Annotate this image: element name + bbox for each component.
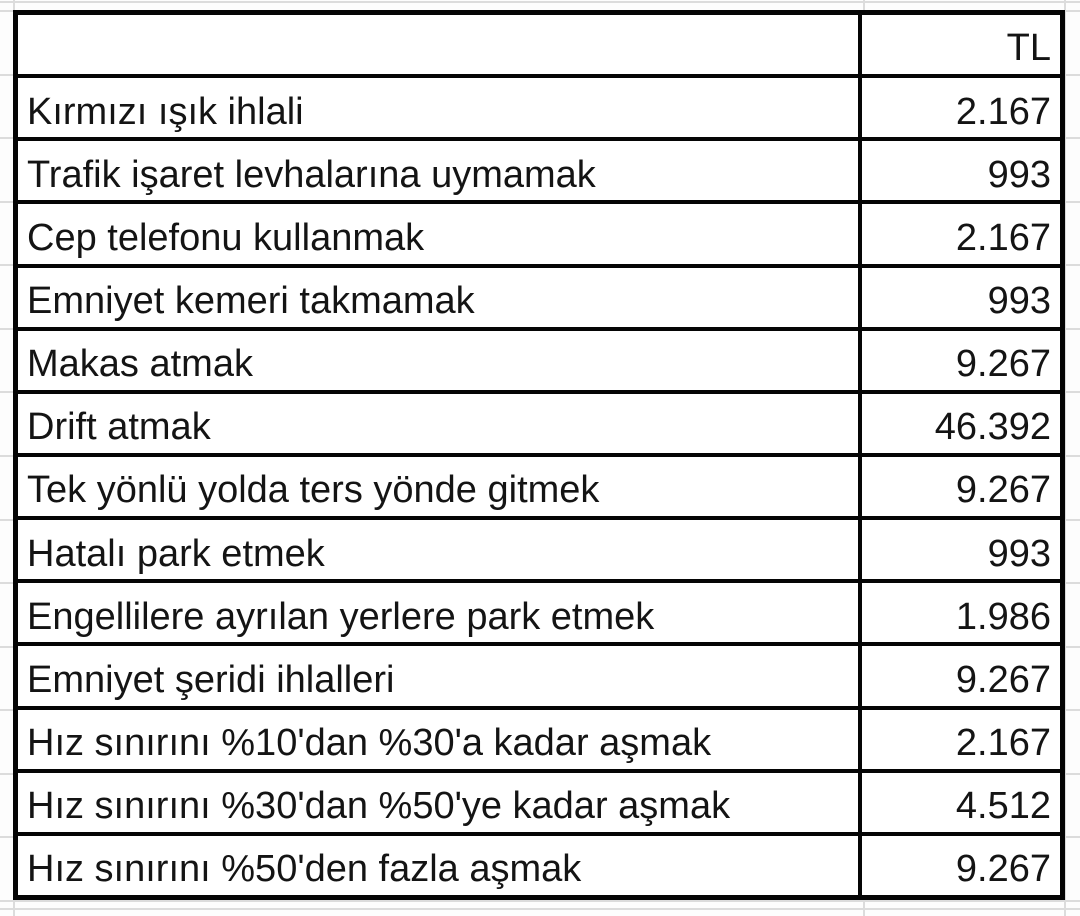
violation-cell: Hatalı park etmek — [18, 520, 862, 579]
amount-cell: 2.167 — [955, 721, 1051, 764]
table-row — [18, 836, 1060, 895]
amount-cell: 993 — [987, 153, 1051, 196]
amount-cell: 2.167 — [955, 216, 1051, 259]
amount-cell: 993 — [987, 532, 1051, 575]
table-row — [18, 520, 1060, 583]
gridline-horizontal — [0, 900, 1080, 902]
table-row — [18, 710, 1060, 773]
violation-cell: Hız sınırını %30'dan %50'ye kadar aşmak — [18, 773, 862, 832]
table-row — [18, 268, 1060, 331]
gridline-horizontal — [0, 908, 1080, 910]
violation-cell: Emniyet şeridi ihlalleri — [18, 646, 862, 705]
amount-cell: 993 — [987, 279, 1051, 322]
violation-cell: Makas atmak — [18, 331, 862, 390]
violation-cell: Engellilere ayrılan yerlere park etmek — [18, 583, 862, 642]
table-row — [18, 646, 1060, 709]
table-row — [18, 583, 1060, 646]
gridline-horizontal — [0, 1, 1080, 3]
violation-cell: Kırmızı ışık ihlali — [18, 78, 862, 137]
amount-cell: 1.986 — [955, 595, 1051, 638]
violation-cell: Hız sınırını %10'dan %30'a kadar aşmak — [18, 710, 862, 769]
table-row — [18, 204, 1060, 267]
violation-cell: Drift atmak — [18, 394, 862, 453]
table-row — [18, 773, 1060, 836]
amount-cell: 2.167 — [955, 90, 1051, 133]
amount-cell: 9.267 — [955, 343, 1051, 386]
violation-cell: Trafik işaret levhalarına uymamak — [18, 141, 862, 200]
table-row — [18, 331, 1060, 394]
header-violation-cell — [18, 15, 862, 74]
table-row — [18, 394, 1060, 457]
amount-cell: 9.267 — [955, 848, 1051, 891]
amount-cell: 4.512 — [955, 785, 1051, 828]
table-row — [18, 141, 1060, 204]
amount-cell: 46.392 — [934, 406, 1051, 449]
violation-cell: Emniyet kemeri takmamak — [18, 268, 862, 327]
table-row — [18, 78, 1060, 141]
table-row — [18, 457, 1060, 520]
header-amount-cell: TL — [1006, 27, 1051, 70]
traffic-fines-table — [13, 10, 1065, 900]
violation-cell: Hız sınırını %50'den fazla aşmak — [18, 836, 862, 895]
amount-cell: 9.267 — [955, 469, 1051, 512]
violation-cell: Cep telefonu kullanmak — [18, 204, 862, 263]
table-header-row — [18, 15, 1060, 78]
violation-cell: Tek yönlü yolda ters yönde gitmek — [18, 457, 862, 516]
amount-cell: 9.267 — [955, 658, 1051, 701]
